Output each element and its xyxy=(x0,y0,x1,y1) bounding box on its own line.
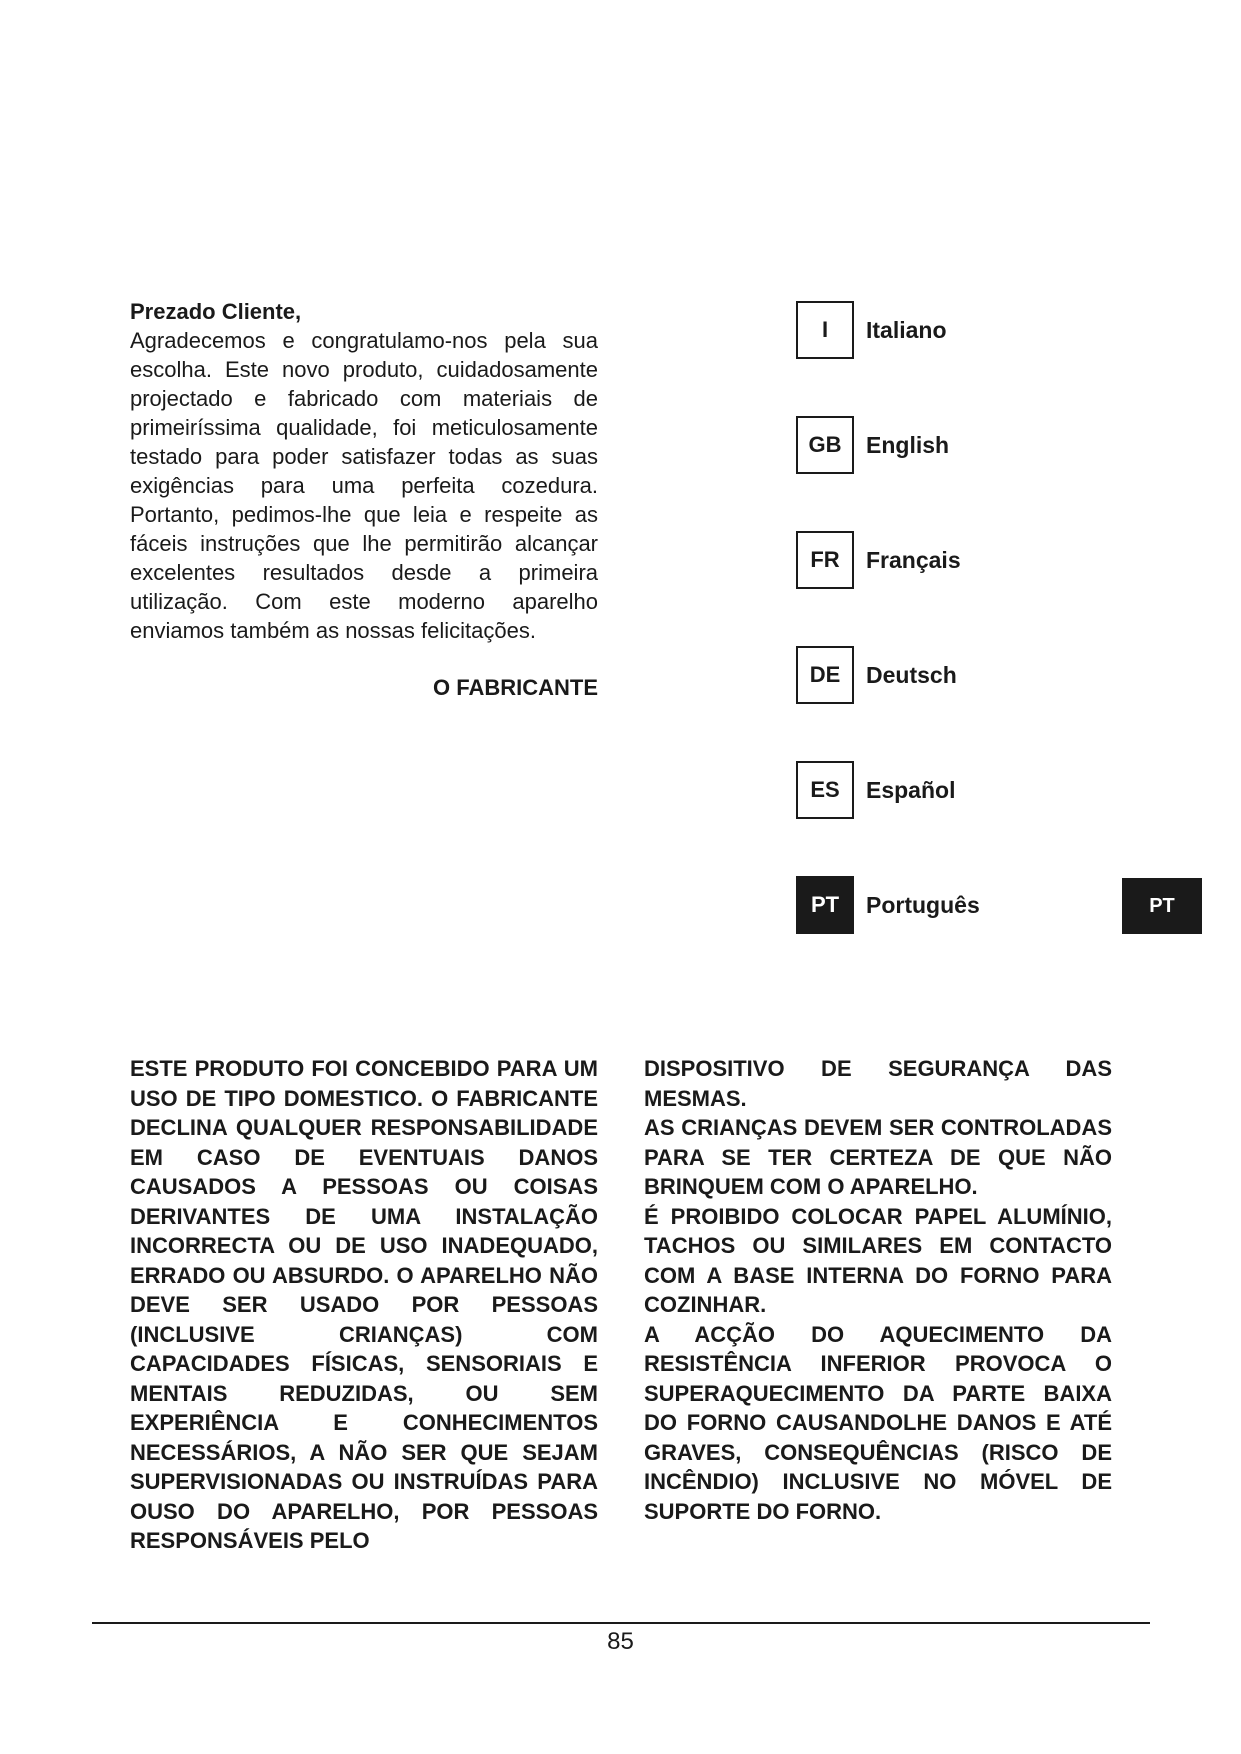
greeting: Prezado Cliente, xyxy=(130,299,302,324)
language-code: DE xyxy=(796,646,854,704)
language-code: I xyxy=(796,301,854,359)
warning-text: É PROIBIDO COLOCAR PAPEL ALUMÍNIO, TACHOS OU SIMILARES EM CONTACTO COM A BASE INTERNA DO FORNO PARA COZINHAR. xyxy=(644,1203,1112,1317)
warning-column-right xyxy=(644,1054,1112,1526)
intro-body: Agradecemos e congratulamo-nos pela sua escolha. Este novo produto, cuidadosamente projectado e fabricado com materiais de primeiríssima qualidade, foi meticulosamente testado para poder satisfazer todas as suas exigências para uma perfeita cozedura. Portanto, pedimos-lhe que leia e respeite as fáceis instruções que lhe permitirão alcançar excelentes resultados desde a primeira utilização. Com este moderno aparelho enviamos também as nossas felicitações. xyxy=(130,328,598,643)
signature: O FABRICANTE xyxy=(433,675,598,700)
language-code: FR xyxy=(796,531,854,589)
warning-text: A ACÇÃO DO AQUECIMENTO DA RESISTÊNCIA INFERIOR PROVOCA O SUPERAQUECIMENTO DA PARTE BAIXA DO FORNO CAUSANDOLHE DANOS E ATÉ GRAVES, CONSEQUÊNCIAS (RISCO DE INCÊNDIO) INCLUSIVE NO MÓVEL DE SUPORTE DO FORNO. xyxy=(644,1321,1112,1524)
intro-section xyxy=(130,297,598,702)
language-name: Español xyxy=(866,776,956,803)
warning-column-left xyxy=(130,1054,598,1556)
footer-divider xyxy=(92,1622,1150,1624)
language-item-pt[interactable] xyxy=(796,876,1096,934)
language-item-it[interactable] xyxy=(796,301,1096,359)
warning-text: ESTE PRODUTO FOI CONCEBIDO PARA UM USO DE TIPO DOMESTICO. O FABRICANTE DECLINA QUALQUER RESPONSABILIDADE EM CASO DE EVENTUAIS DANOS CAUSADOS A PESSOAS OU COISAS DERIVANTES DE UMA INSTALAÇÃO INCORRECTA OU DE USO INADEQUADO, ERRADO OU ABSURDO. O APARELHO NÃO DEVE SER USADO POR PESSOAS (INCLUSIVE CRIANÇAS) COM CAPACIDADES FÍSICAS, SENSORIAIS E MENTAIS REDUZIDAS, OU SEM EXPERIÊNCIA E CONHECIMENTOS NECESSÁRIOS, A NÃO SER QUE SEJAM SUPERVISIONADAS OU INSTRUÍDAS PARA OUSO DO APARELHO, POR PESSOAS RESPONSÁVEIS PELO xyxy=(130,1056,598,1553)
language-name: Português xyxy=(866,891,980,918)
language-name: Italiano xyxy=(866,316,947,343)
language-item-es[interactable] xyxy=(796,761,1096,819)
section-tab-pt[interactable]: PT xyxy=(1122,878,1202,934)
language-code: GB xyxy=(796,416,854,474)
language-code: PT xyxy=(796,876,854,934)
warning-text: AS CRIANÇAS DEVEM SER CONTROLADAS PARA SE TER CERTEZA DE QUE NÃO BRINQUEM COM O APARELHO. xyxy=(644,1115,1112,1199)
language-selector xyxy=(796,301,1096,991)
warning-text: DISPOSITIVO DE SEGURANÇA DAS MESMAS. xyxy=(644,1056,1112,1111)
language-name: English xyxy=(866,431,950,458)
page-number: 85 xyxy=(607,1628,634,1655)
language-name: Français xyxy=(866,546,961,573)
language-name: Deutsch xyxy=(866,661,957,688)
language-item-gb[interactable] xyxy=(796,416,1096,474)
language-item-fr[interactable] xyxy=(796,531,1096,589)
language-item-de[interactable] xyxy=(796,646,1096,704)
language-code: ES xyxy=(796,761,854,819)
